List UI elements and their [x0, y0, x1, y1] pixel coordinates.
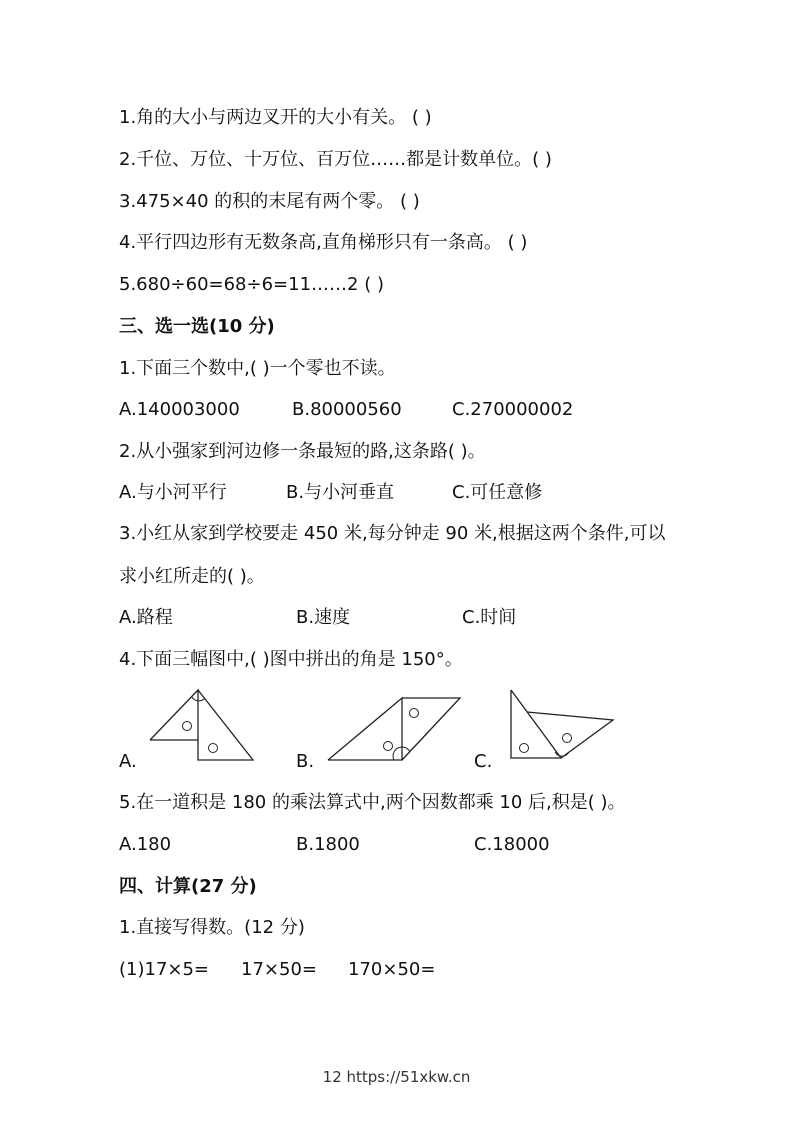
- q2-text: 2.从小强家到河边修一条最短的路,这条路( )。: [119, 441, 486, 462]
- q4-option-b-label: B.: [296, 751, 315, 772]
- q5-text: 5.在一道积是 180 的乘法算式中,两个因数都乘 10 后,积是( )。: [119, 792, 626, 813]
- q2-option-a: A.与小河平行: [119, 482, 227, 503]
- q3-text-line-1: 3.小红从家到学校要走 450 米,每分钟走 90 米,根据这两个条件,可以: [119, 523, 666, 544]
- q4-option-c-label: C.: [474, 751, 493, 772]
- q3-option-a: A.路程: [119, 607, 173, 628]
- calc-problem-3: 170×50=: [348, 959, 436, 980]
- q5-option-b: B.1800: [296, 834, 360, 855]
- q5-option-c: C.18000: [474, 834, 550, 855]
- q2-option-c: C.可任意修: [452, 482, 543, 503]
- judge-item-1: 1.角的大小与两边叉开的大小有关。 ( ): [119, 107, 432, 128]
- q2-option-b: B.与小河垂直: [286, 482, 395, 503]
- q1-option-b: B.80000560: [292, 399, 402, 420]
- section-4-subtitle: 1.直接写得数。(12 分): [119, 917, 305, 938]
- q3-option-b: B.速度: [296, 607, 351, 628]
- q4-option-a-label: A.: [119, 751, 137, 772]
- figure-b-triangles: [322, 690, 467, 766]
- q3-text-line-2: 求小红所走的( )。: [119, 566, 265, 587]
- calc-problem-1: (1)17×5=: [119, 959, 210, 980]
- q3-option-c: C.时间: [462, 607, 517, 628]
- judge-item-3: 3.475×40 的积的末尾有两个零。 ( ): [119, 191, 420, 212]
- figure-a-triangles: [145, 684, 260, 764]
- judge-item-2: 2.千位、万位、十万位、百万位……都是计数单位。( ): [119, 149, 552, 170]
- q1-option-c: C.270000002: [452, 399, 574, 420]
- figure-c-triangles: [505, 684, 620, 764]
- q5-option-a: A.180: [119, 834, 172, 855]
- q4-text: 4.下面三幅图中,( )图中拼出的角是 150°。: [119, 649, 463, 670]
- section-3-title: 三、选一选(10 分): [119, 316, 275, 337]
- calc-problem-2: 17×50=: [241, 959, 317, 980]
- q1-text: 1.下面三个数中,( )一个零也不读。: [119, 358, 396, 379]
- q1-option-a: A.140003000: [119, 399, 240, 420]
- section-4-title: 四、计算(27 分): [119, 876, 257, 897]
- page-footer: 12 https://51xkw.cn: [322, 1068, 471, 1086]
- judge-item-5: 5.680÷60=68÷6=11……2 ( ): [119, 274, 384, 295]
- judge-item-4: 4.平行四边形有无数条高,直角梯形只有一条高。 ( ): [119, 232, 528, 253]
